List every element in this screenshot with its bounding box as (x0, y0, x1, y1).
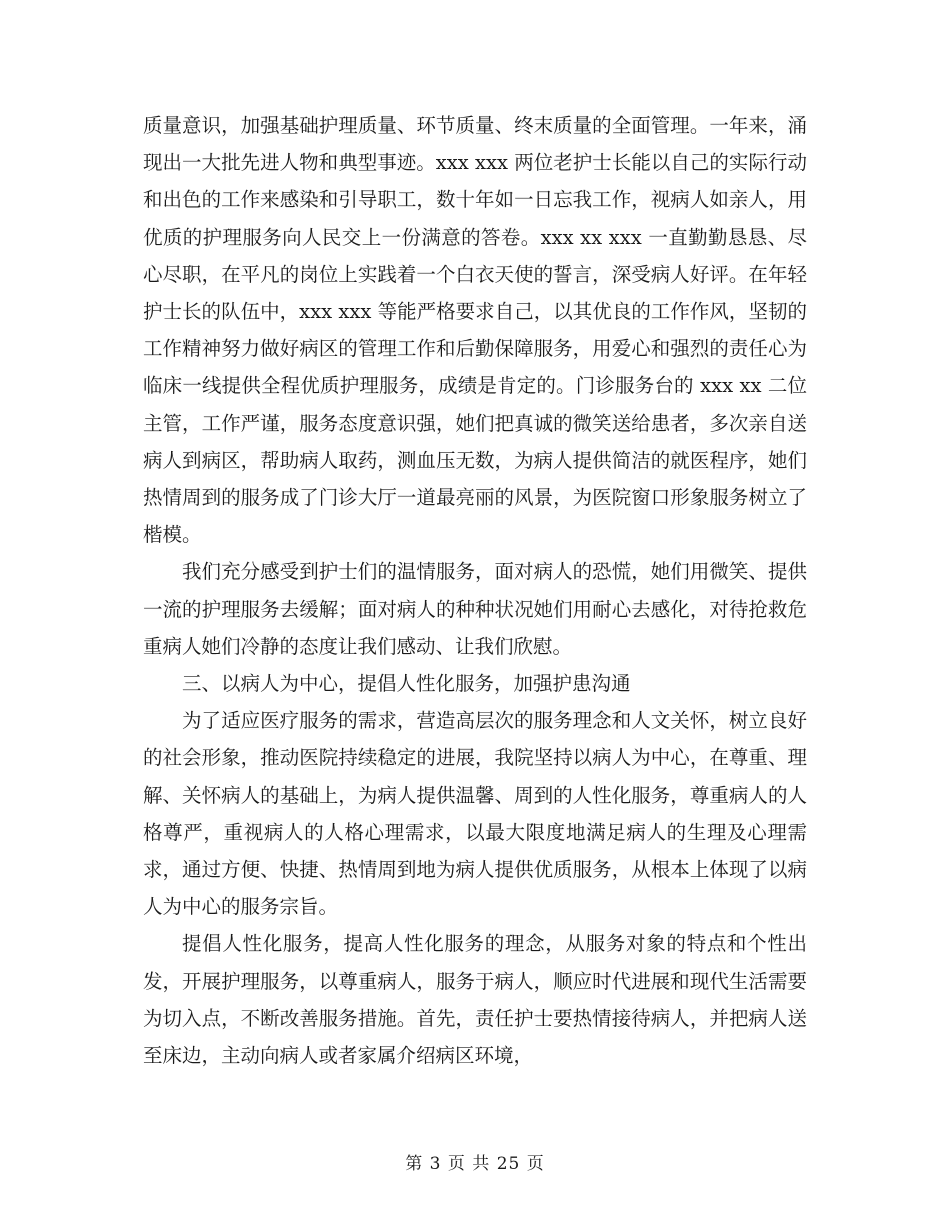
paragraph-2: 我们充分感受到护士们的温情服务，面对病人的恐慌，她们用微笑、提供一流的护理服务去缓解；面对病人的种种状况她们用耐心去感化，对待抢救危重病人她们冷静的态度让我们感动、让我们欣慰。 (143, 560, 807, 658)
body-text (143, 107, 807, 1074)
page-footer: 第 3 页 共 25 页 (405, 1154, 545, 1174)
paragraph-1: 质量意识，加强基础护理质量、环节质量、终末质量的全面管理。一年来，涌现出一大批先进人物和典型事迹。xxx xxx 两位老护士长能以自己的实际行动和出色的工作来感染和引导职工，数十年如一日忘我工作，视病人如亲人，用优质的护理服务向人民交上一份满意的答卷。xxx xx xxx 一直勤勤恳恳、尽心尽职，在平凡的岗位上实践着一个白衣天使的誓言，深受病人好评。在年轻护士长的队伍中，xxx xxx 等能严格要求自己，以其优良的工作作风，坚韧的工作精神努力做好病区的管理工作和后勤保障服务，用爱心和强烈的责任心为临床一线提供全程优质护理服务，成绩是肯定的。门诊服务台的 xxx xx 二位主管，工作严谨，服务态度意识强，她们把真诚的微笑送给患者，多次亲自送病人到病区，帮助病人取药，测血压无数，为病人提供简洁的就医程序，她们热情周到的服务成了门诊大厅一道最亮丽的风景，为医院窗口形象服务树立了楷模。 (143, 114, 807, 547)
section-heading: 三、以病人为中心，提倡人性化服务，加强护患沟通 (182, 672, 631, 696)
paragraph-3: 为了适应医疗服务的需求，营造高层次的服务理念和人文关怀，树立良好的社会形象，推动医院持续稳定的进展，我院坚持以病人为中心，在尊重、理解、关怀病人的基础上，为病人提供温馨、周到的人性化服务，尊重病人的人格尊严，重视病人的人格心理需求，以最大限度地满足病人的生理及心理需求，通过方便、快捷、热情周到地为病人提供优质服务，从根本上体现了以病人为中心的服务宗旨。 (143, 709, 807, 919)
paragraph-4: 提倡人性化服务，提高人性化服务的理念，从服务对象的特点和个性出发，开展护理服务，以尊重病人，服务于病人，顺应时代进展和现代生活需要为切入点，不断改善服务措施。首先，责任护士要热情接待病人，并把病人送至床边，主动向病人或者家属介绍病区环境， (143, 932, 807, 1068)
